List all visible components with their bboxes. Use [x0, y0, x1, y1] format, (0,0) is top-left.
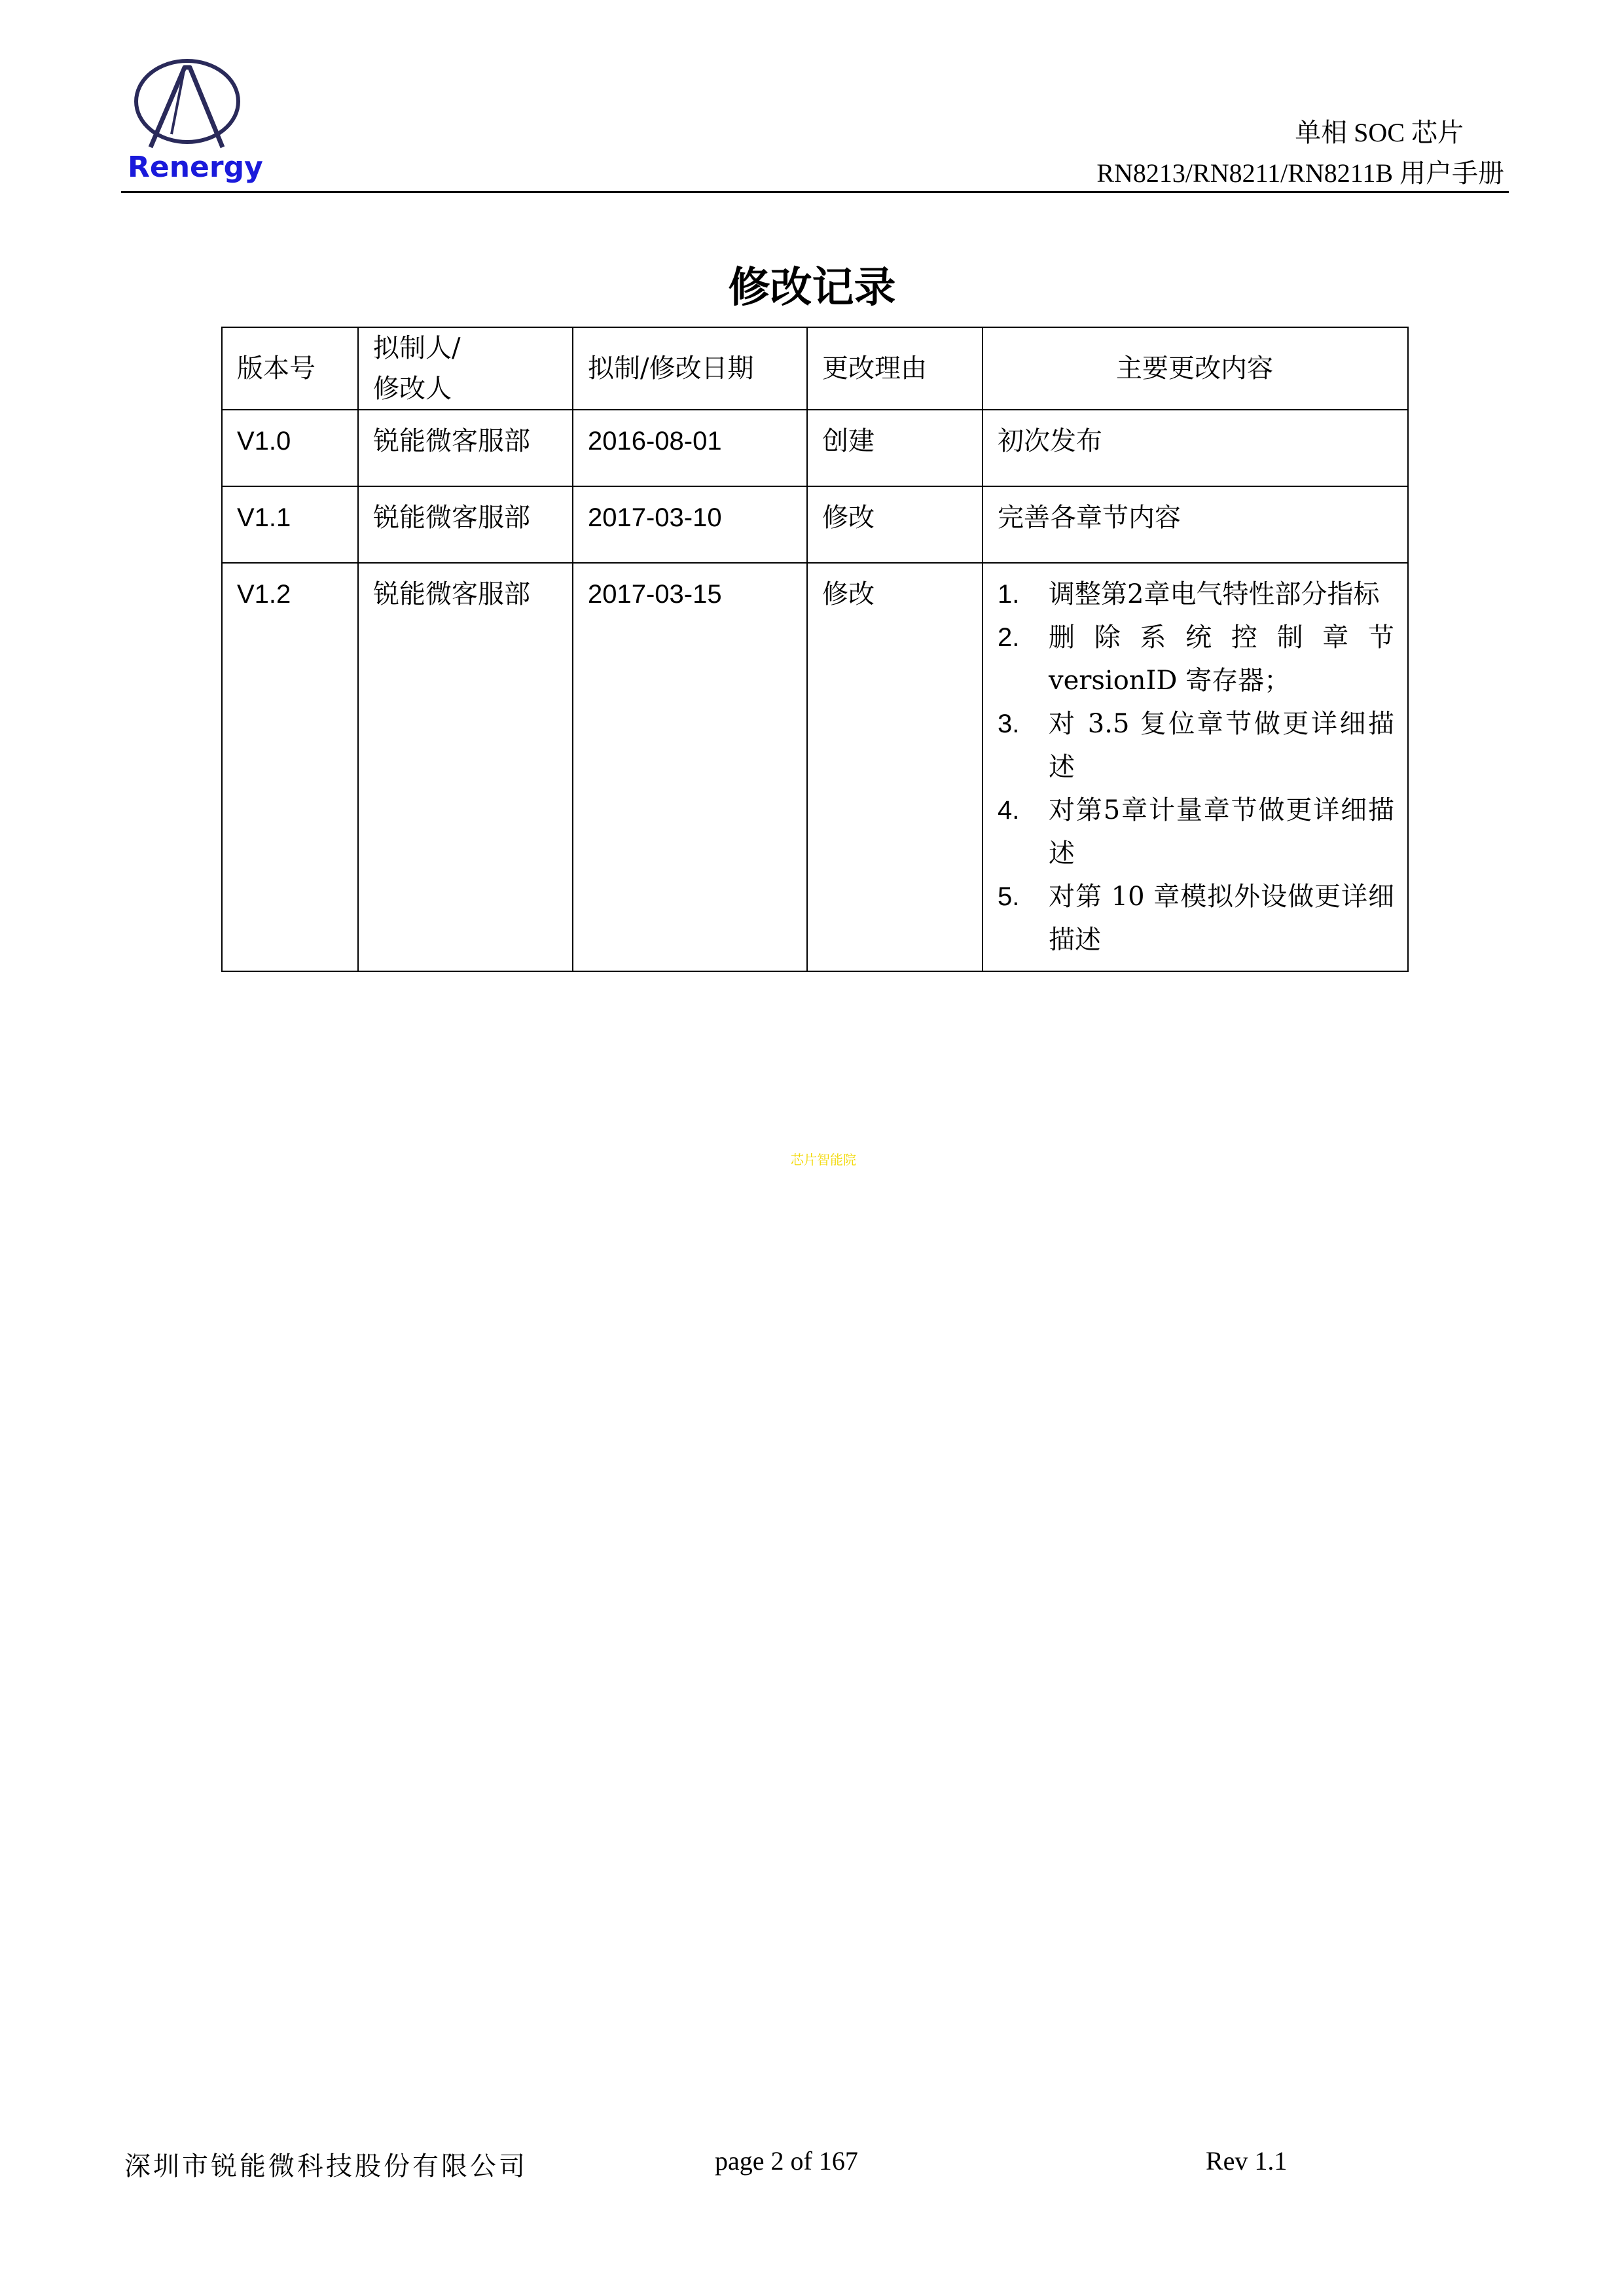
watermark: 芯片智能院	[791, 1152, 856, 1168]
footer-revision: Rev 1.1	[1206, 2146, 1288, 2176]
list-item-number: 2.	[998, 623, 1020, 652]
cell-author: 锐能微客服部	[358, 410, 573, 486]
footer-company: 深圳市锐能微科技股份有限公司	[124, 2151, 528, 2181]
list-item-number: 1.	[998, 580, 1020, 609]
header-content-label: 主要更改内容	[1116, 353, 1273, 384]
cell-content: 完善各章节内容	[983, 486, 1408, 563]
list-item-number: 3.	[998, 709, 1020, 738]
header-author-label: 拟制人/ 修改人	[373, 333, 461, 404]
manual-title: RN8213/RN8211/RN8211B 用户手册	[1096, 158, 1504, 188]
cell-version: V1.2	[222, 563, 358, 971]
header-version-label: 版本号	[237, 353, 316, 384]
cell-reason: 修改	[807, 486, 983, 563]
list-item	[998, 875, 1394, 961]
list-item-text: 对第5章计量章节做更详细描述	[1049, 795, 1394, 869]
change-list	[998, 573, 1394, 961]
cell-date: 2017-03-15	[573, 563, 807, 971]
cell-content-list	[983, 563, 1408, 971]
cell-author: 锐能微客服部	[358, 563, 573, 971]
cell-content: 初次发布	[983, 410, 1408, 486]
revision-table	[221, 327, 1409, 972]
product-line: 单相 SOC 芯片	[1295, 118, 1464, 147]
table-row	[222, 563, 1408, 971]
header-author	[358, 327, 573, 410]
cell-date: 2016-08-01	[573, 410, 807, 486]
cell-version: V1.1	[222, 486, 358, 563]
list-item-text: 对第 10 章模拟外设做更详细描述	[1049, 882, 1394, 955]
document-header	[1096, 113, 1504, 194]
cell-reason: 创建	[807, 410, 983, 486]
footer-page-number: page 2 of 167	[715, 2146, 858, 2176]
renergy-logo-icon	[124, 56, 255, 160]
list-item	[998, 789, 1394, 875]
header-date	[573, 327, 807, 410]
header-reason-label: 更改理由	[822, 353, 927, 384]
cell-version: V1.0	[222, 410, 358, 486]
header-date-label: 拟制/修改日期	[588, 353, 754, 384]
table-row	[222, 410, 1408, 486]
cell-reason: 修改	[807, 563, 983, 971]
cell-author: 锐能微客服部	[358, 486, 573, 563]
list-item-text: 删 除 系 统 控 制 章 节 versionID 寄存器；	[1049, 622, 1394, 696]
table-header-row	[222, 327, 1408, 410]
list-item	[998, 702, 1394, 789]
list-item-number: 5.	[998, 882, 1020, 911]
header-content	[983, 327, 1408, 410]
header-reason	[807, 327, 983, 410]
list-item-text: 调整第2章电气特性部分指标	[1049, 579, 1380, 609]
cell-date: 2017-03-10	[573, 486, 807, 563]
logo-text: Renergy	[128, 151, 263, 184]
header-divider	[121, 191, 1509, 193]
list-item-number: 4.	[998, 796, 1020, 825]
list-item	[998, 616, 1394, 702]
table-row	[222, 486, 1408, 563]
list-item	[998, 573, 1394, 616]
page-title: 修改记录	[728, 264, 896, 312]
list-item-text: 对 3.5 复位章节做更详细描述	[1049, 709, 1394, 782]
header-version	[222, 327, 358, 410]
